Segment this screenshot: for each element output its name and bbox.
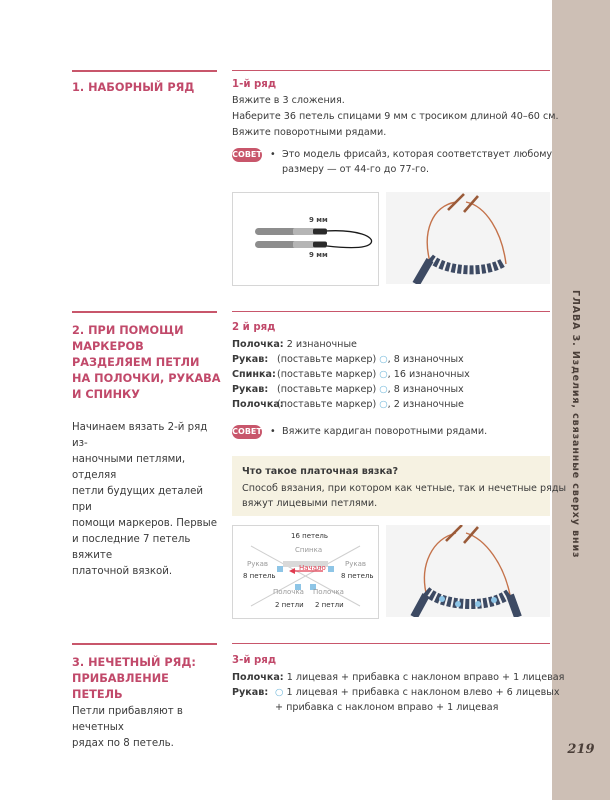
row-text: , 8 изнаночных [387, 384, 464, 395]
row-line [232, 337, 357, 353]
row-line [232, 382, 268, 398]
row-note: (поставьте маркер) [277, 384, 377, 395]
section-3-rule-right [232, 643, 550, 644]
section-1-heading: 1. НАБОРНЫЙ РЯД [72, 81, 195, 94]
bullet-icon: • [270, 149, 276, 160]
row-text: 1 лицевая + прибавка с наклоном вправо + 1 лицевая [286, 672, 565, 683]
section-3-row-title: 3-й ряд [232, 655, 277, 666]
section-2-body [72, 420, 220, 580]
body-line: Начинаем вязать 2-й ряд из- [72, 422, 208, 449]
heading-line: 2. ПРИ ПОМОЩИ [72, 324, 184, 337]
knitting-photo-1 [386, 192, 550, 284]
row-note: (поставьте маркер) [277, 369, 377, 380]
section-1-rule-right [232, 70, 550, 71]
knitting-on-needle-image [386, 192, 550, 284]
marker-icon: ○ [379, 369, 388, 380]
row-line: + прибавка с наклоном вправо + 1 лицевая [275, 702, 499, 713]
row-text: , 2 изнаночные [387, 399, 464, 410]
needle-size-label: 9 мм [309, 216, 328, 224]
row-line [232, 685, 268, 701]
callout-text: вяжут лицевыми петлями. [242, 498, 378, 509]
diagram-back-label: Спинка [295, 546, 323, 554]
section-1-row-title: 1-й ряд [232, 79, 277, 90]
section-2-heading [72, 323, 222, 403]
heading-line: МАРКЕРОВ [72, 340, 144, 353]
row-line [277, 397, 464, 413]
callout-title: Что такое платочная вязка? [242, 466, 399, 477]
body-line: помощи маркеров. Первые [72, 518, 217, 529]
bullet-icon: • [270, 426, 276, 437]
tip-badge: СОВЕТ [232, 148, 262, 162]
diagram-left-front-count: 2 петли [275, 601, 304, 609]
section-2-row-title: 2 й ряд [232, 322, 276, 333]
row-label: Рукав: [232, 384, 269, 395]
diagram-left-sleeve-label: Рукав [247, 560, 269, 568]
row-label: Полочка: [232, 672, 284, 683]
diagram-right-sleeve-count: 8 петель [341, 572, 374, 580]
row-line [277, 367, 470, 383]
row-text: , 8 изнаночных [387, 354, 464, 365]
row-label: Рукав: [232, 354, 269, 365]
heading-line: ПРИБАВЛЕНИЕ ПЕТЕЛЬ [72, 672, 169, 701]
tip-text: Вяжите кардиган поворотными рядами. [282, 426, 488, 437]
tip-badge: СОВЕТ [232, 425, 262, 439]
marker-icon: ○ [275, 687, 284, 698]
body-line: и последние 7 петель вяжите [72, 534, 191, 561]
knitting-photo-2 [386, 525, 550, 617]
section-1-line: Наберите 36 петель спицами 9 мм с тросиком длиной 40–60 см. [232, 111, 559, 122]
chapter-title: ГЛАВА 3. Изделия, связанные сверху вниз [570, 290, 581, 559]
marker-icon: ○ [379, 384, 388, 395]
body-line: Петли прибавляют в нечетных [72, 706, 183, 733]
row-label: Спинка: [232, 369, 276, 380]
heading-line: И СПИНКУ [72, 388, 140, 401]
section-1-line: Вяжите в 3 сложения. [232, 95, 345, 106]
page-number: 219 [567, 742, 595, 757]
marker-icon: ○ [379, 399, 388, 410]
row-line [232, 367, 276, 383]
section-1-line: Вяжите поворотными рядами. [232, 127, 387, 138]
section-3-body [72, 704, 220, 752]
section-1-rule-left [72, 70, 217, 72]
diagram-right-front-count: 2 петли [315, 601, 344, 609]
heading-line: 3. НЕЧЕТНЫЙ РЯД: [72, 656, 196, 669]
needle-illustration [232, 192, 379, 286]
tip-text: размеру — от 44-го до 77-го. [282, 164, 429, 175]
body-line: платочной вязкой. [72, 566, 173, 577]
tip-text: Это модель фрисайз, которая соответствует любому [282, 149, 553, 160]
heading-line: РАЗДЕЛЯЕМ ПЕТЛИ [72, 356, 200, 369]
section-3-heading [72, 655, 222, 703]
callout-text: Способ вязания, при котором как четные, так и нечетные ряды [242, 483, 567, 494]
diagram-right-sleeve-label: Рукав [345, 560, 367, 568]
row-text: 1 лицевая + прибавка с наклоном влево + 6 лицевых [286, 687, 560, 698]
needle-size-label: 9 мм [309, 251, 328, 259]
row-note: (поставьте маркер) [277, 399, 377, 410]
circular-needle-icon [233, 193, 378, 285]
row-text: 2 изнаночные [286, 339, 357, 350]
knitting-with-markers-image [386, 525, 550, 617]
row-label: Рукав: [232, 687, 269, 698]
diagram-left-front-label: Полочка [273, 588, 304, 596]
row-label: Полочка: [232, 399, 284, 410]
row-note: (поставьте маркер) [277, 354, 377, 365]
section-2-rule-left [72, 311, 217, 313]
row-line [232, 397, 284, 413]
row-line [232, 352, 268, 368]
body-line: наночными петлями, отделяя [72, 454, 186, 481]
row-label: Полочка: [232, 339, 284, 350]
body-line: рядах по 8 петель. [72, 738, 174, 749]
diagram-start-label: Начало [299, 564, 326, 572]
row-line [232, 670, 564, 686]
row-line [277, 352, 464, 368]
row-line [277, 382, 464, 398]
body-line: петли будущих деталей при [72, 486, 203, 513]
row-line [275, 685, 560, 701]
diagram-back-count: 16 петель [291, 532, 328, 540]
row-text: , 16 изнаночных [387, 369, 470, 380]
section-2-rule-right [232, 311, 550, 312]
diagram-left-sleeve-count: 8 петель [243, 572, 276, 580]
diagram-right-front-label: Полочка [313, 588, 344, 596]
heading-line: НА ПОЛОЧКИ, РУКАВА [72, 372, 221, 385]
stitch-division-diagram [232, 525, 379, 619]
callout-box [232, 456, 567, 516]
marker-icon: ○ [379, 354, 388, 365]
section-3-rule-left [72, 643, 217, 645]
